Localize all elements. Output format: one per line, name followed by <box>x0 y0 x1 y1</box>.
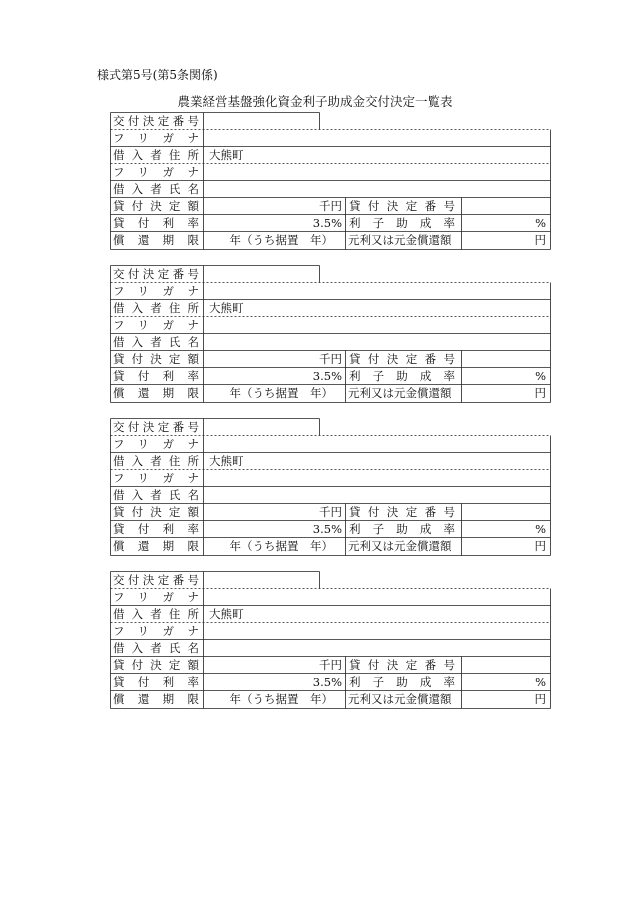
field-label: 貸付利率 <box>113 675 199 689</box>
field-label: フリガナ <box>113 590 199 604</box>
field-label: 元利又は元金償還額 <box>348 233 452 247</box>
field-label: 償還期限 <box>113 539 199 553</box>
field-label: 償還期限 <box>113 386 199 400</box>
decision-record-block <box>110 112 551 250</box>
percent-unit: % <box>535 216 546 230</box>
address-value: 大熊町 <box>209 454 244 468</box>
period-value: 年（うち据置 年） <box>229 386 333 400</box>
yen-unit: 円 <box>534 539 546 553</box>
period-value: 年（うち据置 年） <box>229 692 333 706</box>
address-value: 大熊町 <box>209 301 244 315</box>
amount-unit: 千円 <box>319 199 342 213</box>
field-label: 償還期限 <box>113 692 199 706</box>
field-label: 借入者氏名 <box>113 182 199 196</box>
rate-value: 3.5% <box>312 369 342 383</box>
yen-unit: 円 <box>534 386 546 400</box>
field-label: 利子助成率 <box>349 522 455 536</box>
period-value: 年（うち据置 年） <box>229 233 333 247</box>
field-label: フリガナ <box>113 284 199 298</box>
field-label: フリガナ <box>113 131 199 145</box>
field-label: 貸付決定額 <box>113 199 199 213</box>
percent-unit: % <box>535 675 546 689</box>
field-label: 貸付決定額 <box>113 505 199 519</box>
address-value: 大熊町 <box>209 607 244 621</box>
field-label: 貸付決定番号 <box>349 658 455 672</box>
period-value: 年（うち据置 年） <box>229 539 333 553</box>
field-label: 利子助成率 <box>349 369 455 383</box>
rate-value: 3.5% <box>312 522 342 536</box>
field-label: 交付決定番号 <box>113 420 199 434</box>
field-label: フリガナ <box>113 624 199 638</box>
field-label: 交付決定番号 <box>113 267 199 281</box>
document-title: 農業経営基盤強化資金利子助成金交付決定一覧表 <box>177 94 453 109</box>
field-label: フリガナ <box>113 471 199 485</box>
amount-unit: 千円 <box>319 505 342 519</box>
field-label: 借入者氏名 <box>113 641 199 655</box>
percent-unit: % <box>535 369 546 383</box>
field-label: 借入者住所 <box>113 607 199 621</box>
field-label: 貸付決定額 <box>113 658 199 672</box>
field-label: 元利又は元金償還額 <box>348 386 452 400</box>
field-label: 貸付決定番号 <box>349 199 455 213</box>
field-label: 元利又は元金償還額 <box>348 539 452 553</box>
yen-unit: 円 <box>534 233 546 247</box>
amount-unit: 千円 <box>319 658 342 672</box>
decision-record-block <box>110 418 551 556</box>
percent-unit: % <box>535 522 546 536</box>
field-label: 貸付決定番号 <box>349 352 455 366</box>
field-label: 交付決定番号 <box>113 573 199 587</box>
decision-record-block <box>110 571 551 709</box>
field-label: 利子助成率 <box>349 216 455 230</box>
field-label: 借入者住所 <box>113 301 199 315</box>
field-label: 利子助成率 <box>349 675 455 689</box>
field-label: 貸付利率 <box>113 522 199 536</box>
form-number: 様式第5号(第5条関係) <box>97 68 218 82</box>
amount-unit: 千円 <box>319 352 342 366</box>
field-label: 交付決定番号 <box>113 114 199 128</box>
field-label: フリガナ <box>113 318 199 332</box>
yen-unit: 円 <box>534 692 546 706</box>
decision-record-block <box>110 265 551 403</box>
field-label: 償還期限 <box>113 233 199 247</box>
field-label: フリガナ <box>113 165 199 179</box>
field-label: 借入者住所 <box>113 454 199 468</box>
field-label: 貸付利率 <box>113 216 199 230</box>
field-label: 借入者氏名 <box>113 335 199 349</box>
field-label: 貸付利率 <box>113 369 199 383</box>
field-label: フリガナ <box>113 437 199 451</box>
address-value: 大熊町 <box>209 148 244 162</box>
field-label: 借入者住所 <box>113 148 199 162</box>
field-label: 貸付決定額 <box>113 352 199 366</box>
field-label: 貸付決定番号 <box>349 505 455 519</box>
field-label: 元利又は元金償還額 <box>348 692 452 706</box>
field-label: 借入者氏名 <box>113 488 199 502</box>
rate-value: 3.5% <box>312 675 342 689</box>
rate-value: 3.5% <box>312 216 342 230</box>
